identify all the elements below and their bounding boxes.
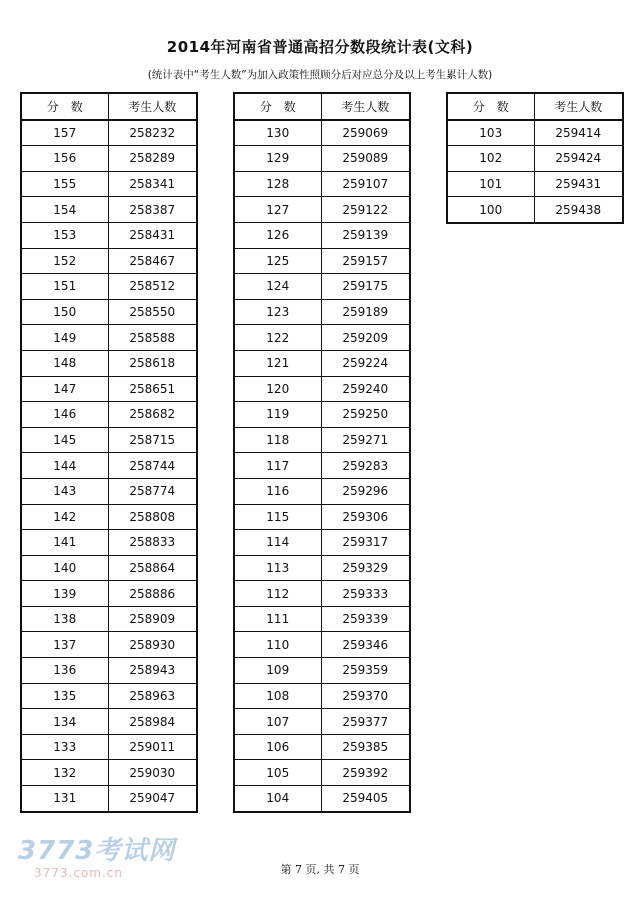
count-cell: 259209 (321, 325, 410, 351)
score-cell: 154 (21, 197, 108, 223)
score-cell: 148 (21, 350, 108, 376)
score-cell: 147 (21, 376, 108, 402)
score-cell: 144 (21, 453, 108, 479)
count-cell: 259030 (108, 760, 197, 786)
table-row (21, 760, 197, 786)
count-cell: 258618 (108, 350, 197, 376)
score-cell: 107 (234, 709, 321, 735)
table-row (234, 427, 410, 453)
score-cell: 139 (21, 581, 108, 607)
table-row (234, 555, 410, 581)
score-cell: 134 (21, 709, 108, 735)
table-row (234, 734, 410, 760)
score-cell: 117 (234, 453, 321, 479)
score-cell: 128 (234, 171, 321, 197)
count-cell: 258886 (108, 581, 197, 607)
count-cell: 259069 (321, 120, 410, 146)
count-cell: 259157 (321, 248, 410, 274)
table-row (234, 530, 410, 556)
count-cell: 259296 (321, 478, 410, 504)
table-row (234, 402, 410, 428)
count-cell: 259370 (321, 683, 410, 709)
score-cell: 105 (234, 760, 321, 786)
score-table-3 (446, 92, 624, 224)
count-cell: 259224 (321, 350, 410, 376)
table-row (21, 274, 197, 300)
score-header: 分 数 (447, 93, 534, 120)
count-cell: 259359 (321, 658, 410, 684)
table-row (21, 632, 197, 658)
count-cell: 259431 (534, 171, 623, 197)
score-header: 分 数 (21, 93, 108, 120)
count-cell: 259385 (321, 734, 410, 760)
count-header: 考生人数 (534, 93, 623, 120)
table-row (234, 683, 410, 709)
count-cell: 259139 (321, 222, 410, 248)
table-row (21, 376, 197, 402)
count-cell: 258651 (108, 376, 197, 402)
count-cell: 259346 (321, 632, 410, 658)
table-row (21, 453, 197, 479)
table-row (21, 581, 197, 607)
score-cell: 108 (234, 683, 321, 709)
score-cell: 102 (447, 146, 534, 172)
table-row (21, 197, 197, 223)
score-cell: 152 (21, 248, 108, 274)
table-row (234, 453, 410, 479)
score-cell: 112 (234, 581, 321, 607)
table-row (21, 478, 197, 504)
score-header: 分 数 (234, 93, 321, 120)
table-row (234, 197, 410, 223)
count-cell: 259271 (321, 427, 410, 453)
score-cell: 103 (447, 120, 534, 146)
table-row (447, 120, 623, 146)
count-cell: 258550 (108, 299, 197, 325)
table-row (21, 299, 197, 325)
score-cell: 137 (21, 632, 108, 658)
count-cell: 258943 (108, 658, 197, 684)
table-row (21, 530, 197, 556)
score-cell: 156 (21, 146, 108, 172)
table-row (21, 658, 197, 684)
score-cell: 135 (21, 683, 108, 709)
table-row (234, 325, 410, 351)
count-cell: 258909 (108, 606, 197, 632)
score-cell: 155 (21, 171, 108, 197)
score-cell: 119 (234, 402, 321, 428)
count-cell: 259438 (534, 197, 623, 223)
count-cell: 259377 (321, 709, 410, 735)
count-cell: 258289 (108, 146, 197, 172)
count-cell: 258715 (108, 427, 197, 453)
count-header: 考生人数 (108, 93, 197, 120)
table-row (234, 222, 410, 248)
count-cell: 258774 (108, 478, 197, 504)
score-cell: 111 (234, 606, 321, 632)
table-row (234, 274, 410, 300)
table-header-row (447, 93, 623, 120)
count-header: 考生人数 (321, 93, 410, 120)
count-cell: 258467 (108, 248, 197, 274)
score-cell: 136 (21, 658, 108, 684)
count-cell: 259414 (534, 120, 623, 146)
count-cell: 259089 (321, 146, 410, 172)
count-cell: 258808 (108, 504, 197, 530)
score-cell: 143 (21, 478, 108, 504)
score-cell: 104 (234, 786, 321, 812)
table-row (21, 222, 197, 248)
count-cell: 259424 (534, 146, 623, 172)
score-cell: 106 (234, 734, 321, 760)
score-cell: 100 (447, 197, 534, 223)
table-row (21, 402, 197, 428)
count-cell: 258431 (108, 222, 197, 248)
table-row (21, 504, 197, 530)
table-row (21, 427, 197, 453)
table-row (234, 632, 410, 658)
score-cell: 157 (21, 120, 108, 146)
score-cell: 142 (21, 504, 108, 530)
page-title: 2014年河南省普通高招分数段统计表(文科) (166, 38, 474, 56)
table-row (21, 325, 197, 351)
table-row (234, 504, 410, 530)
table-row (21, 350, 197, 376)
table-row (447, 146, 623, 172)
count-cell: 258984 (108, 709, 197, 735)
score-cell: 116 (234, 478, 321, 504)
score-cell: 130 (234, 120, 321, 146)
table-row (234, 606, 410, 632)
table-row (21, 683, 197, 709)
score-cell: 113 (234, 555, 321, 581)
table-row (234, 248, 410, 274)
watermark-url: 3773.com.cn (34, 866, 123, 880)
count-cell: 259306 (321, 504, 410, 530)
count-cell: 259317 (321, 530, 410, 556)
table-row (234, 120, 410, 146)
count-cell: 259392 (321, 760, 410, 786)
table-row (234, 376, 410, 402)
count-cell: 258963 (108, 683, 197, 709)
score-cell: 153 (21, 222, 108, 248)
page-footer: 第 7 页, 共 7 页 (280, 863, 360, 876)
score-cell: 126 (234, 222, 321, 248)
count-cell: 259283 (321, 453, 410, 479)
score-cell: 129 (234, 146, 321, 172)
table-row (234, 171, 410, 197)
table-row (21, 248, 197, 274)
count-cell: 258512 (108, 274, 197, 300)
score-cell: 110 (234, 632, 321, 658)
score-table-2 (233, 92, 411, 813)
table-row (21, 555, 197, 581)
count-cell: 258387 (108, 197, 197, 223)
score-cell: 114 (234, 530, 321, 556)
count-cell: 259333 (321, 581, 410, 607)
score-cell: 151 (21, 274, 108, 300)
table-header-row (21, 93, 197, 120)
count-cell: 259329 (321, 555, 410, 581)
table-row (234, 760, 410, 786)
table-row (21, 734, 197, 760)
count-cell: 259189 (321, 299, 410, 325)
score-cell: 120 (234, 376, 321, 402)
score-cell: 127 (234, 197, 321, 223)
score-cell: 146 (21, 402, 108, 428)
score-cell: 118 (234, 427, 321, 453)
score-cell: 121 (234, 350, 321, 376)
table-row (21, 171, 197, 197)
table-row (447, 197, 623, 223)
count-cell: 259175 (321, 274, 410, 300)
table-row (234, 786, 410, 812)
score-cell: 115 (234, 504, 321, 530)
table-row (234, 146, 410, 172)
score-cell: 140 (21, 555, 108, 581)
score-cell: 131 (21, 786, 108, 812)
count-cell: 258744 (108, 453, 197, 479)
count-cell: 258232 (108, 120, 197, 146)
table-row (21, 120, 197, 146)
table-row (447, 171, 623, 197)
count-cell: 258588 (108, 325, 197, 351)
count-cell: 258833 (108, 530, 197, 556)
count-cell: 259339 (321, 606, 410, 632)
page-subtitle: (统计表中“考生人数”为加入政策性照顾分后对应总分及以上考生累计人数) (147, 69, 493, 81)
score-cell: 101 (447, 171, 534, 197)
table-row (234, 478, 410, 504)
count-cell: 259107 (321, 171, 410, 197)
count-cell: 258341 (108, 171, 197, 197)
score-cell: 150 (21, 299, 108, 325)
table-row (21, 709, 197, 735)
score-cell: 145 (21, 427, 108, 453)
table-row (21, 146, 197, 172)
score-cell: 141 (21, 530, 108, 556)
score-cell: 133 (21, 734, 108, 760)
score-cell: 123 (234, 299, 321, 325)
table-row (234, 709, 410, 735)
count-cell: 259122 (321, 197, 410, 223)
count-cell: 259405 (321, 786, 410, 812)
table-header-row (234, 93, 410, 120)
table-row (234, 350, 410, 376)
count-cell: 258682 (108, 402, 197, 428)
score-cell: 109 (234, 658, 321, 684)
table-row (21, 786, 197, 812)
table-row (234, 658, 410, 684)
score-cell: 132 (21, 760, 108, 786)
score-cell: 149 (21, 325, 108, 351)
count-cell: 259011 (108, 734, 197, 760)
score-table-1 (20, 92, 198, 813)
watermark-brand: 3773考试网 (18, 836, 176, 866)
count-cell: 259047 (108, 786, 197, 812)
count-cell: 258864 (108, 555, 197, 581)
table-row (234, 299, 410, 325)
score-cell: 138 (21, 606, 108, 632)
count-cell: 258930 (108, 632, 197, 658)
score-cell: 124 (234, 274, 321, 300)
score-cell: 125 (234, 248, 321, 274)
table-row (234, 581, 410, 607)
table-row (21, 606, 197, 632)
score-cell: 122 (234, 325, 321, 351)
count-cell: 259250 (321, 402, 410, 428)
count-cell: 259240 (321, 376, 410, 402)
